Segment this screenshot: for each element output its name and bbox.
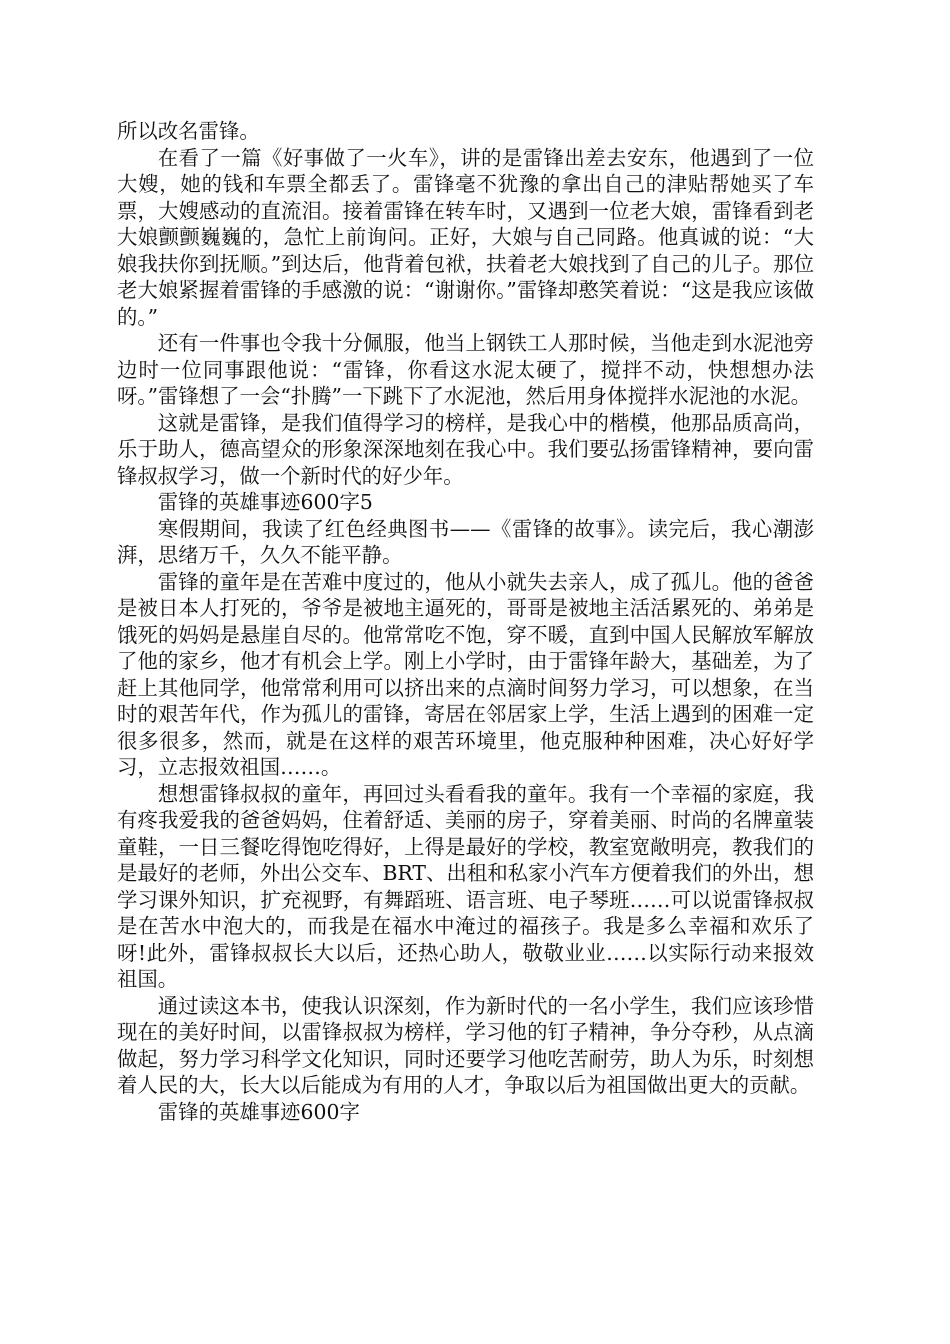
paragraph: 想想雷锋叔叔的童年，再回过头看看我的童年。我有一个幸福的家庭，我有疼我爱我的爸爸妈妈，住着舒适、美丽的房子，穿着美丽、时尚的名牌童装童鞋，一日三餐吃得饱吃得好，上得是最好的学校，教室宽敞明亮，教我们的是最好的老师，外出公交车、BRT、出租和私家小汽车方便着我们的外出，想学习课外知识，扩充视野，有舞蹈班、语言班、电子琴班……可以说雷锋叔叔是在苦水中泡大的，而我是在福水中淹过的福孩子。我是多么幸福和欢乐了呀!此外，雷锋叔叔长大以后，还热心助人，敬敬业业……以实际行动来报效祖国。	[117, 781, 814, 991]
section-heading: 雷锋的英雄事迹600字5	[157, 490, 373, 514]
paragraph: 在看了一篇《好事做了一火车》，讲的是雷锋出差去安东，他遇到了一位大嫂，她的钱和车票全都丢了。雷锋毫不犹豫的拿出自己的津贴帮她买了车票，大嫂感动的直流泪。接着雷锋在转车时，又遇到一位老大娘，雷锋看到老大娘颤颤巍巍的，急忙上前询问。正好，大娘与自己同路。他真诚的说：“大娘我扶你到抚顺。”到达后，他背着包袱，扶着老大娘找到了自己的儿子。那位老大娘紧握着雷锋的手感激的说：“谢谢你。”雷锋却憨笑着说：“这是我应该做的。”	[117, 145, 814, 329]
paragraph: 通过读这本书，使我认识深刻，作为新时代的一名小学生，我们应该珍惜现在的美好时间，以雷锋叔叔为榜样，学习他的钉子精神，争分夺秒，从点滴做起，努力学习科学文化知识，同时还要学习他吃苦耐劳，助人为乐，时刻想着人民的大，长大以后能成为有用的人才，争取以后为祖国做出更大的贡献。	[117, 993, 814, 1097]
paragraph: 所以改名雷锋。	[117, 119, 260, 143]
document-body	[117, 118, 814, 1125]
section-heading: 雷锋的英雄事迹600字	[157, 1099, 360, 1124]
paragraph: 这就是雷锋，是我们值得学习的榜样，是我心中的楷模，他那品质高尚，乐于助人，德高望众的形象深深地刻在我心中。我们要弘扬雷锋精神，要向雷锋叔叔学习，做一个新时代的好少年。	[117, 410, 814, 488]
paragraph: 寒假期间，我读了红色经典图书——《雷锋的故事》。读完后，我心潮澎湃，思绪万千，久久不能平静。	[117, 516, 814, 567]
paragraph: 雷锋的童年是在苦难中度过的，他从小就失去亲人，成了孤儿。他的爸爸是被日本人打死的，爷爷是被地主逼死的，哥哥是被地主活活累死的、弟弟是饿死的妈妈是悬崖自尽的。他常常吃不饱，穿不暖，直到中国人民解放军解放了他的家乡，他才有机会上学。刚上小学时，由于雷锋年龄大，基础差，为了赶上其他同学，他常常利用可以挤出来的点滴时间努力学习，可以想象，在当时的艰苦年代，作为孤儿的雷锋，寄居在邻居家上学，生活上遇到的困难一定很多很多，然而，就是在这样的艰苦环境里，他克服种种困难，决心好好学习，立志报效祖国……。	[117, 569, 814, 779]
paragraph: 还有一件事也令我十分佩服，他当上钢铁工人那时候，当他走到水泥池旁边时一位同事跟他说：“雷锋，你看这水泥太硬了，搅拌不动，快想想办法呀。”雷锋想了一会“扑腾”一下跳下了水泥池，然后用身体搅拌水泥池的水泥。	[117, 331, 814, 408]
